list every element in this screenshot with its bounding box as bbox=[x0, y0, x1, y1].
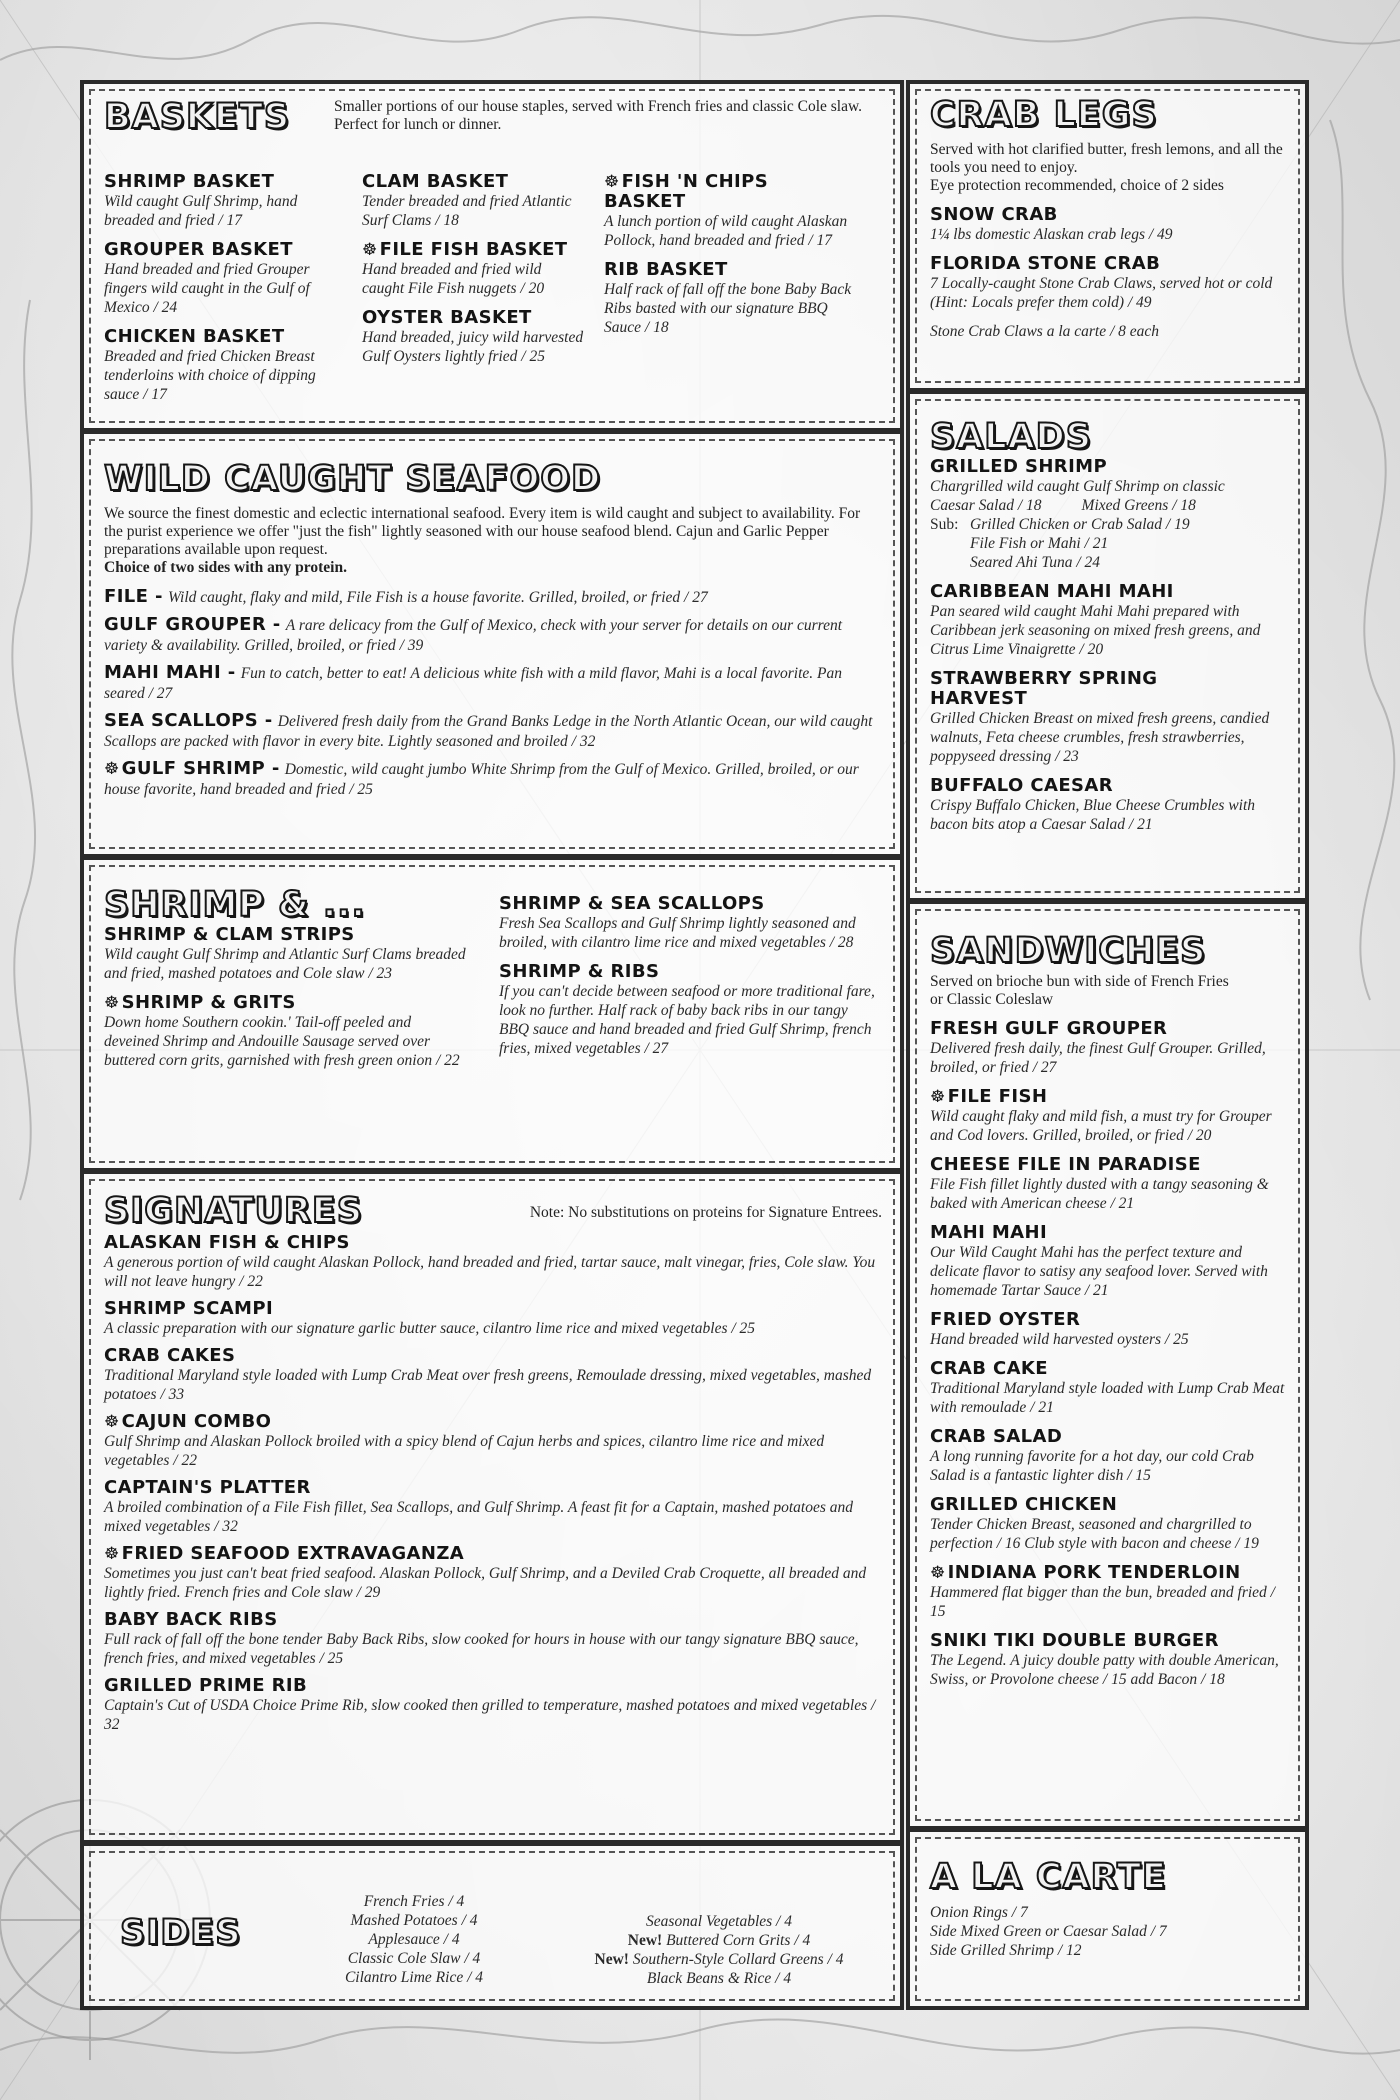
item-name: CAJUN COMBO bbox=[121, 1411, 272, 1432]
item-name: SNOW CRAB bbox=[930, 204, 1058, 225]
item-name: SHRIMP SCAMPI bbox=[104, 1298, 274, 1319]
item-desc: Fun to catch, better to eat! A delicious white fish with a mild flavor, Mahi is a local favorite. Pan seared / 27 bbox=[104, 665, 843, 702]
menu-item bbox=[104, 711, 882, 751]
item-name: MAHI MAHI - bbox=[104, 662, 236, 683]
menu-item bbox=[104, 993, 484, 1070]
item-desc: Chargrilled wild caught Gulf Shrimp on classic bbox=[930, 478, 1225, 495]
item-name: SHRIMP BASKET bbox=[104, 171, 275, 192]
shrimp-column-1 bbox=[104, 885, 484, 1080]
item-desc: Traditional Maryland style loaded with Lump Crab Meat with remoulade / 21 bbox=[930, 1380, 1285, 1416]
item-name: BABY BACK RIBS bbox=[104, 1609, 278, 1630]
item-desc: Hand breaded wild harvested oysters / 25 bbox=[930, 1331, 1189, 1348]
sides-title: SIDES bbox=[120, 1913, 242, 1953]
item-name: INDIANA PORK TENDERLOIN bbox=[947, 1562, 1241, 1583]
item-desc: Hammered flat bigger than the bun, breaded and fried / 15 bbox=[930, 1584, 1275, 1620]
seafood-sides-note: Choice of two sides with any protein. bbox=[104, 559, 347, 576]
sandwiches-intro: Served on brioche bun with side of French Fries or Classic Coleslaw bbox=[930, 973, 1229, 1008]
item-name: SHRIMP & GRITS bbox=[121, 992, 296, 1013]
item-desc: Delivered fresh daily from the Grand Banks Ledge in the North Atlantic Ocean, our wild caught Scallops are packed with flavor in every bite. Lightly seasoned and broiled / 32 bbox=[104, 713, 873, 750]
menu-item bbox=[104, 172, 349, 230]
item-desc: Full rack of fall off the bone tender Baby Back Ribs, slow cooked for hours in house with our tangy signature BBQ sauce, french fries, and mixed vegetables / 25 bbox=[104, 1631, 859, 1667]
item-name: BUFFALO CAESAR bbox=[930, 775, 1113, 796]
stone-crab-a-la-carte: Stone Crab Claws a la carte / 8 each bbox=[930, 323, 1160, 340]
menu-item bbox=[930, 457, 1287, 572]
menu-item bbox=[930, 669, 1287, 766]
item-desc: 7 Locally-caught Stone Crab Claws, served hot or cold (Hint: Locals prefer them cold) / 49 bbox=[930, 275, 1273, 311]
item-name: FILE - bbox=[104, 586, 163, 607]
signatures-title: SIGNATURES bbox=[104, 1191, 363, 1231]
item-name: CRAB CAKES bbox=[104, 1345, 236, 1366]
menu-item bbox=[499, 962, 879, 1058]
side-item-text: Buttered Corn Grits / 4 bbox=[666, 1932, 811, 1949]
ship-wheel-icon: ☸ bbox=[104, 759, 120, 779]
item-desc: A generous portion of wild caught Alaskan Pollock, hand breaded and fried, tartar sauce, malt vinegar, fries, Cole slaw. You will not leave hungry / 22 bbox=[104, 1254, 876, 1290]
item-name: MAHI MAHI bbox=[930, 1222, 1048, 1243]
item-name: OYSTER BASKET bbox=[362, 307, 532, 328]
ship-wheel-icon: ☸ bbox=[604, 172, 620, 192]
item-desc: A lunch portion of wild caught Alaskan Pollock, hand breaded and fried / 17 bbox=[604, 213, 848, 249]
menu-item bbox=[104, 1610, 882, 1668]
menu-item bbox=[104, 1346, 882, 1404]
baskets-intro: Smaller portions of our house staples, served with French fries and classic Cole slaw. Perfect for lunch or dinner. bbox=[334, 98, 863, 133]
item-desc: A rare delicacy from the Gulf of Mexico, check with your server for details on our current variety & availability. Grilled, broiled, or fried / 39 bbox=[104, 617, 843, 654]
item-name: FRIED OYSTER bbox=[930, 1309, 1081, 1330]
baskets-panel bbox=[80, 80, 904, 432]
item-desc: Hand breaded and fried Grouper fingers wild caught in the Gulf of Mexico / 24 bbox=[104, 261, 310, 316]
item-desc: Down home Southern cookin.' Tail-off peeled and deveined Shrimp and Andouille Sausage served over buttered corn grits, garnished with fresh green onion / 22 bbox=[104, 1014, 460, 1069]
salads-panel bbox=[906, 390, 1309, 902]
crab-legs-intro: Served with hot clarified butter, fresh lemons, and all the tools you need to enjoy. bbox=[930, 141, 1283, 176]
item-desc: Pan seared wild caught Mahi Mahi prepared with Caribbean jerk seasoning on mixed fresh greens, and Citrus Lime Vinaigrette / 20 bbox=[930, 603, 1261, 658]
side-item bbox=[549, 1969, 889, 1988]
baskets-title: BASKETS bbox=[104, 97, 291, 137]
menu-item bbox=[104, 1478, 882, 1536]
item-name: GRILLED SHRIMP bbox=[930, 456, 1108, 477]
crab-legs-note: Eye protection recommended, choice of 2 sides bbox=[930, 177, 1224, 194]
a-la-carte-item: Side Grilled Shrimp / 12 bbox=[930, 1942, 1082, 1959]
ship-wheel-icon: ☸ bbox=[930, 1563, 946, 1583]
menu-item bbox=[104, 1412, 882, 1470]
item-name: STRAWBERRY SPRING HARVEST bbox=[930, 668, 1158, 709]
menu-item bbox=[930, 1495, 1287, 1553]
side-item bbox=[549, 1912, 889, 1931]
menu-item bbox=[930, 1631, 1287, 1689]
menu-item bbox=[604, 172, 854, 250]
menu-item bbox=[930, 1155, 1287, 1213]
item-desc: A broiled combination of a File Fish fillet, Sea Scallops, and Gulf Shrimp. A feast fit for a Captain, mashed potatoes and mixed vegetables / 32 bbox=[104, 1499, 854, 1535]
item-desc: File Fish fillet lightly dusted with a tangy seasoning & baked with American cheese / 21 bbox=[930, 1176, 1269, 1212]
menu-item bbox=[930, 776, 1287, 834]
menu-item bbox=[104, 1233, 882, 1291]
item-desc: Wild caught flaky and mild fish, a must try for Grouper and Cod lovers. Grilled, broiled, or fried / 20 bbox=[930, 1108, 1272, 1144]
item-name: RIB BASKET bbox=[604, 259, 728, 280]
seafood-intro: We source the finest domestic and eclectic international seafood. Every item is wild caught and subject to availability. For the purist experience we offer "just the fish" lightly seasoned with our house seafood blend. Cajun and Garlic Pepper preparations available upon request. bbox=[104, 505, 861, 558]
signatures-note: Note: No substitutions on proteins for Signature Entrees. bbox=[529, 1204, 882, 1221]
menu-item bbox=[104, 925, 484, 983]
ship-wheel-icon: ☸ bbox=[104, 993, 120, 1013]
item-name: CLAM BASKET bbox=[362, 171, 509, 192]
side-item: Mashed Potatoes / 4 bbox=[350, 1912, 478, 1929]
item-name: CRAB CAKE bbox=[930, 1358, 1048, 1379]
sides-panel bbox=[80, 1842, 904, 2010]
side-item bbox=[549, 1931, 889, 1950]
item-desc: Domestic, wild caught jumbo White Shrimp from the Gulf of Mexico. Grilled, broiled, or our house favorite, hand breaded and fried / 25 bbox=[104, 761, 859, 798]
item-desc: Tender Chicken Breast, seasoned and chargrilled to perfection / 16 Club style with bacon and cheese / 19 bbox=[930, 1516, 1259, 1552]
menu-item bbox=[104, 663, 882, 703]
shrimp-column-2 bbox=[499, 894, 879, 1068]
baskets-column-2 bbox=[362, 172, 587, 376]
a-la-carte-title: A LA CARTE bbox=[930, 1857, 1167, 1897]
side-item: Cilantro Lime Rice / 4 bbox=[344, 1969, 484, 1986]
baskets-column-1 bbox=[104, 172, 349, 414]
baskets-column-3 bbox=[604, 172, 854, 347]
item-desc: Hand breaded and fried wild caught File Fish nuggets / 20 bbox=[362, 261, 545, 297]
menu-item bbox=[104, 1299, 882, 1338]
item-desc: Wild caught, flaky and mild, File Fish is a house favorite. Grilled, broiled, or fried / 27 bbox=[168, 589, 708, 606]
menu-item bbox=[930, 1087, 1287, 1145]
menu-item bbox=[930, 1223, 1287, 1300]
item-desc: A long running favorite for a hot day, our cold Crab Salad is a fantastic lighter dish / 15 bbox=[930, 1448, 1254, 1484]
item-name: FLORIDA STONE CRAB bbox=[930, 253, 1161, 274]
menu-item bbox=[362, 172, 587, 230]
item-desc: Sometimes you just can't beat fried seafood. Alaskan Pollock, Gulf Shrimp, and a Deviled Crab Croquette, all breaded and lightly fried. French fries and Cole slaw / 29 bbox=[104, 1565, 867, 1601]
side-item: Classic Cole Slaw / 4 bbox=[347, 1950, 481, 1967]
item-desc: If you can't decide between seafood or more traditional fare, look no further. Half rack of baby back ribs in our tangy BBQ sauce and hand breaded and fried Gulf Shrimp, french fries, mixed vegetables / 27 bbox=[499, 983, 875, 1057]
menu-item bbox=[104, 240, 349, 317]
ship-wheel-icon: ☸ bbox=[362, 240, 378, 260]
sub-option: File Fish or Mahi / 21 bbox=[970, 535, 1109, 552]
sub-option: Seared Ahi Tuna / 24 bbox=[970, 554, 1101, 571]
a-la-carte-item: Side Mixed Green or Caesar Salad / 7 bbox=[930, 1923, 1167, 1940]
ship-wheel-icon: ☸ bbox=[930, 1087, 946, 1107]
sub-label: Sub: bbox=[930, 516, 959, 533]
item-desc: 1¼ lbs domestic Alaskan crab legs / 49 bbox=[930, 226, 1173, 243]
item-name: ALASKAN FISH & CHIPS bbox=[104, 1232, 350, 1253]
item-name: FISH 'N CHIPS BASKET bbox=[604, 171, 769, 212]
side-item-text: Southern-Style Collard Greens / 4 bbox=[632, 1951, 844, 1968]
item-desc: Traditional Maryland style loaded with Lump Crab Meat over fresh greens, Remoulade dressing, mixed vegetables, mashed potatoes / 33 bbox=[104, 1367, 872, 1403]
menu-item bbox=[362, 240, 587, 298]
menu-item bbox=[362, 308, 587, 366]
salads-title: SALADS bbox=[930, 417, 1092, 457]
item-name: GRILLED PRIME RIB bbox=[104, 1675, 308, 1696]
salad-option: Mixed Greens / 18 bbox=[1081, 497, 1196, 514]
item-name: GULF GROUPER - bbox=[104, 614, 281, 635]
side-item bbox=[549, 1950, 889, 1969]
item-name: FRIED SEAFOOD EXTRAVAGANZA bbox=[121, 1543, 465, 1564]
item-desc: Delivered fresh daily, the finest Gulf Grouper. Grilled, broiled, or fried / 27 bbox=[930, 1040, 1266, 1076]
item-name: SEA SCALLOPS - bbox=[104, 710, 273, 731]
a-la-carte-item: Onion Rings / 7 bbox=[930, 1904, 1028, 1921]
sides-column-1 bbox=[304, 1892, 524, 1987]
item-desc: Gulf Shrimp and Alaskan Pollock broiled with a spicy blend of Cajun herbs and spices, cilantro lime rice and mixed vegetables / 22 bbox=[104, 1433, 825, 1469]
item-name: SHRIMP & SEA SCALLOPS bbox=[499, 893, 765, 914]
new-badge: New! bbox=[627, 1932, 663, 1949]
sub-option: Grilled Chicken or Crab Salad / 19 bbox=[970, 516, 1190, 533]
menu-item bbox=[104, 587, 882, 607]
item-name: FILE FISH bbox=[947, 1086, 1048, 1107]
ship-wheel-icon: ☸ bbox=[104, 1412, 120, 1432]
ship-wheel-icon: ☸ bbox=[104, 1544, 120, 1564]
sides-column-2 bbox=[549, 1912, 889, 1988]
menu-item bbox=[104, 759, 882, 799]
item-name: SHRIMP & RIBS bbox=[499, 961, 660, 982]
item-desc: Captain's Cut of USDA Choice Prime Rib, slow cooked then grilled to temperature, mashed potatoes and mixed vegetables / 32 bbox=[104, 1697, 876, 1733]
new-badge: New! bbox=[594, 1951, 629, 1968]
item-desc: Fresh Sea Scallops and Gulf Shrimp lightly seasoned and broiled, with cilantro lime rice and mixed vegetables / 28 bbox=[499, 915, 856, 951]
menu-item bbox=[930, 205, 1287, 244]
signatures-panel bbox=[80, 1170, 904, 1844]
a-la-carte-panel bbox=[906, 1828, 1309, 2010]
sandwiches-panel bbox=[906, 900, 1309, 1830]
salad-option: Caesar Salad / 18 bbox=[930, 497, 1042, 514]
sandwiches-title: SANDWICHES bbox=[930, 931, 1207, 971]
item-desc: Hand breaded, juicy wild harvested Gulf Oysters lightly fried / 25 bbox=[362, 329, 584, 365]
menu-item bbox=[604, 260, 854, 337]
menu-item bbox=[930, 1019, 1287, 1077]
side-item: French Fries / 4 bbox=[363, 1893, 465, 1910]
item-name: CAPTAIN'S PLATTER bbox=[104, 1477, 311, 1498]
menu-item bbox=[104, 1544, 882, 1602]
item-desc: Crispy Buffalo Chicken, Blue Cheese Crumbles with bacon bits atop a Caesar Salad / 21 bbox=[930, 797, 1256, 833]
menu-item bbox=[930, 582, 1287, 659]
seafood-title: WILD CAUGHT SEAFOOD bbox=[104, 459, 602, 499]
item-desc: Breaded and fried Chicken Breast tenderloins with choice of dipping sauce / 17 bbox=[104, 348, 316, 403]
item-desc: Grilled Chicken Breast on mixed fresh greens, candied walnuts, Feta cheese crumbles, fresh strawberries, poppyseed dressing / 23 bbox=[930, 710, 1270, 765]
item-name: CARIBBEAN MAHI MAHI bbox=[930, 581, 1174, 602]
item-desc: Wild caught Gulf Shrimp and Atlantic Surf Clams breaded and fried, mashed potatoes and Cole slaw / 23 bbox=[104, 946, 466, 982]
menu-item bbox=[104, 327, 349, 404]
menu-item bbox=[104, 1676, 882, 1734]
item-name: GROUPER BASKET bbox=[104, 239, 293, 260]
item-desc: Wild caught Gulf Shrimp, hand breaded and fried / 17 bbox=[104, 193, 298, 229]
item-name: CHICKEN BASKET bbox=[104, 326, 285, 347]
menu-item bbox=[930, 1359, 1287, 1417]
menu-item bbox=[930, 254, 1287, 312]
item-name: GULF SHRIMP - bbox=[121, 758, 280, 779]
menu-item bbox=[104, 615, 882, 655]
menu-item bbox=[930, 1563, 1287, 1621]
item-name: SHRIMP & CLAM STRIPS bbox=[104, 924, 355, 945]
item-desc: A classic preparation with our signature garlic butter sauce, cilantro lime rice and mixed vegetables / 25 bbox=[104, 1320, 756, 1337]
menu-item bbox=[930, 1310, 1287, 1349]
item-name: SNIKI TIKI DOUBLE BURGER bbox=[930, 1630, 1219, 1651]
item-name: FILE FISH BASKET bbox=[379, 239, 568, 260]
side-item: Applesauce / 4 bbox=[368, 1931, 460, 1948]
item-name: CHEESE FILE IN PARADISE bbox=[930, 1154, 1201, 1175]
crab-legs-panel bbox=[906, 80, 1309, 392]
item-desc: Half rack of fall off the bone Baby Back Ribs basted with our signature BBQ Sauce / 18 bbox=[604, 281, 852, 336]
item-desc: Our Wild Caught Mahi has the perfect texture and delicate flavor to satisy any seafood lover. Served with homemade Tartar Sauce / 21 bbox=[930, 1244, 1268, 1299]
side-item-text: Seasonal Vegetables / 4 bbox=[646, 1913, 792, 1930]
wild-caught-seafood-panel bbox=[80, 430, 904, 858]
item-name: GRILLED CHICKEN bbox=[930, 1494, 1118, 1515]
item-name: FRESH GULF GROUPER bbox=[930, 1018, 1168, 1039]
shrimp-title: SHRIMP & ... bbox=[104, 885, 366, 925]
menu-item bbox=[499, 894, 879, 952]
menu-item bbox=[930, 1427, 1287, 1485]
item-name: CRAB SALAD bbox=[930, 1426, 1063, 1447]
item-desc: The Legend. A juicy double patty with double American, Swiss, or Provolone cheese / 15 add Bacon / 18 bbox=[930, 1652, 1279, 1688]
item-desc: Tender breaded and fried Atlantic Surf Clams / 18 bbox=[362, 193, 572, 229]
crab-legs-title: CRAB LEGS bbox=[930, 95, 1158, 135]
side-item-text: Black Beans & Rice / 4 bbox=[646, 1970, 792, 1987]
shrimp-and-panel bbox=[80, 856, 904, 1172]
